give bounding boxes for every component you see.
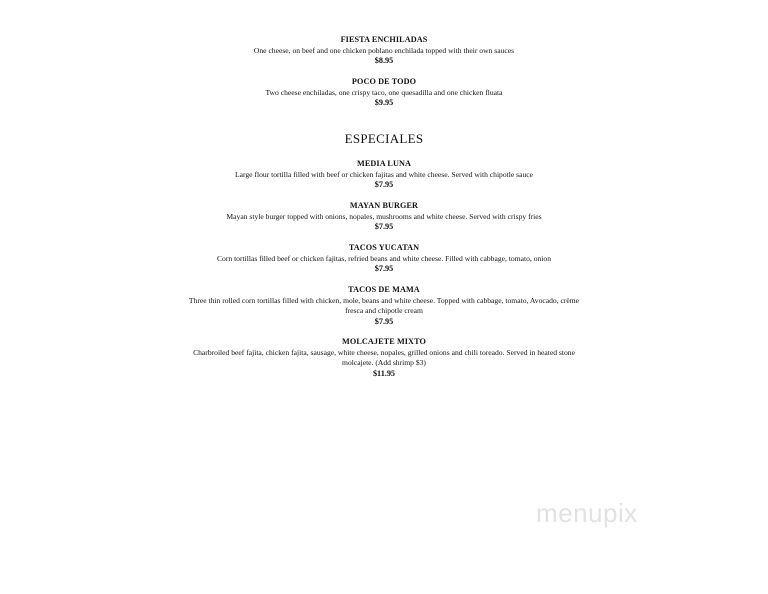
menu-item-name: FIESTA ENCHILADAS xyxy=(340,35,428,44)
menu-item-description: One cheese, on beef and one chicken poblano enchilada topped with their own sauces xyxy=(253,45,515,55)
menu-item-name: MAYAN BURGER xyxy=(349,201,419,210)
menu-item-description: Large flour tortilla filled with beef or chicken fajitas and white cheese. Served with chipotle sauce xyxy=(234,169,533,179)
menupix-watermark-logo: menupix xyxy=(536,498,638,528)
menu-item-poco-de-todo xyxy=(188,77,580,109)
menu-item-mayan-burger xyxy=(188,201,580,233)
menu-item-tacos-de-mama xyxy=(188,285,580,327)
menu-item-price: $7.95 xyxy=(374,264,394,273)
menu-item-molcajete-mixto xyxy=(188,337,580,379)
menu-item-name: POCO DE TODO xyxy=(351,77,417,86)
menu-item-name: MOLCAJETE MIXTO xyxy=(342,337,426,346)
menu-item-price: $7.95 xyxy=(374,222,394,231)
menu-item-media-luna xyxy=(188,159,580,191)
menu-item-price: $11.95 xyxy=(372,368,396,378)
menu-item-tacos-yucatan xyxy=(188,243,580,275)
menu-item-name: MEDIA LUNA xyxy=(357,159,411,168)
menu-item-description: Three thin rolled corn tortillas filled with chicken, mole, beans and white cheese. Topped with cabbage, tomato, Avocado, crème fresca and chipotle cream xyxy=(188,295,580,315)
menu-item-price: $7.95 xyxy=(374,316,394,326)
menu-item-name: TACOS YUCATAN xyxy=(348,243,420,252)
menu-item-price: $9.95 xyxy=(374,98,394,107)
section-title-especiales: ESPECIALES xyxy=(344,131,424,146)
menu-item-description: Mayan style burger topped with onions, nopales, mushrooms and white cheese. Served with crispy fries xyxy=(226,211,542,221)
menu-item-price: $7.95 xyxy=(374,180,394,189)
menu-item-price: $8.95 xyxy=(374,56,394,65)
menu-item-name: TACOS DE MAMA xyxy=(348,285,420,294)
menu-item-fiesta-enchiladas xyxy=(188,35,580,67)
menu-item-description: Corn tortillas filled beef or chicken fajitas, refried beans and white cheese. Filled with cabbage, tomato, onion xyxy=(216,253,551,263)
menu-item-description: Charbroiled beef fajita, chicken fajita, sausage, white cheese, nopales, grilled onions and chili toreado. Served in heated stone molcajete. (Add shrimp $3) xyxy=(193,347,575,367)
menu-item-description: Two cheese enchiladas, one crispy taco, one quesadilla and one chicken fluata xyxy=(265,87,503,97)
